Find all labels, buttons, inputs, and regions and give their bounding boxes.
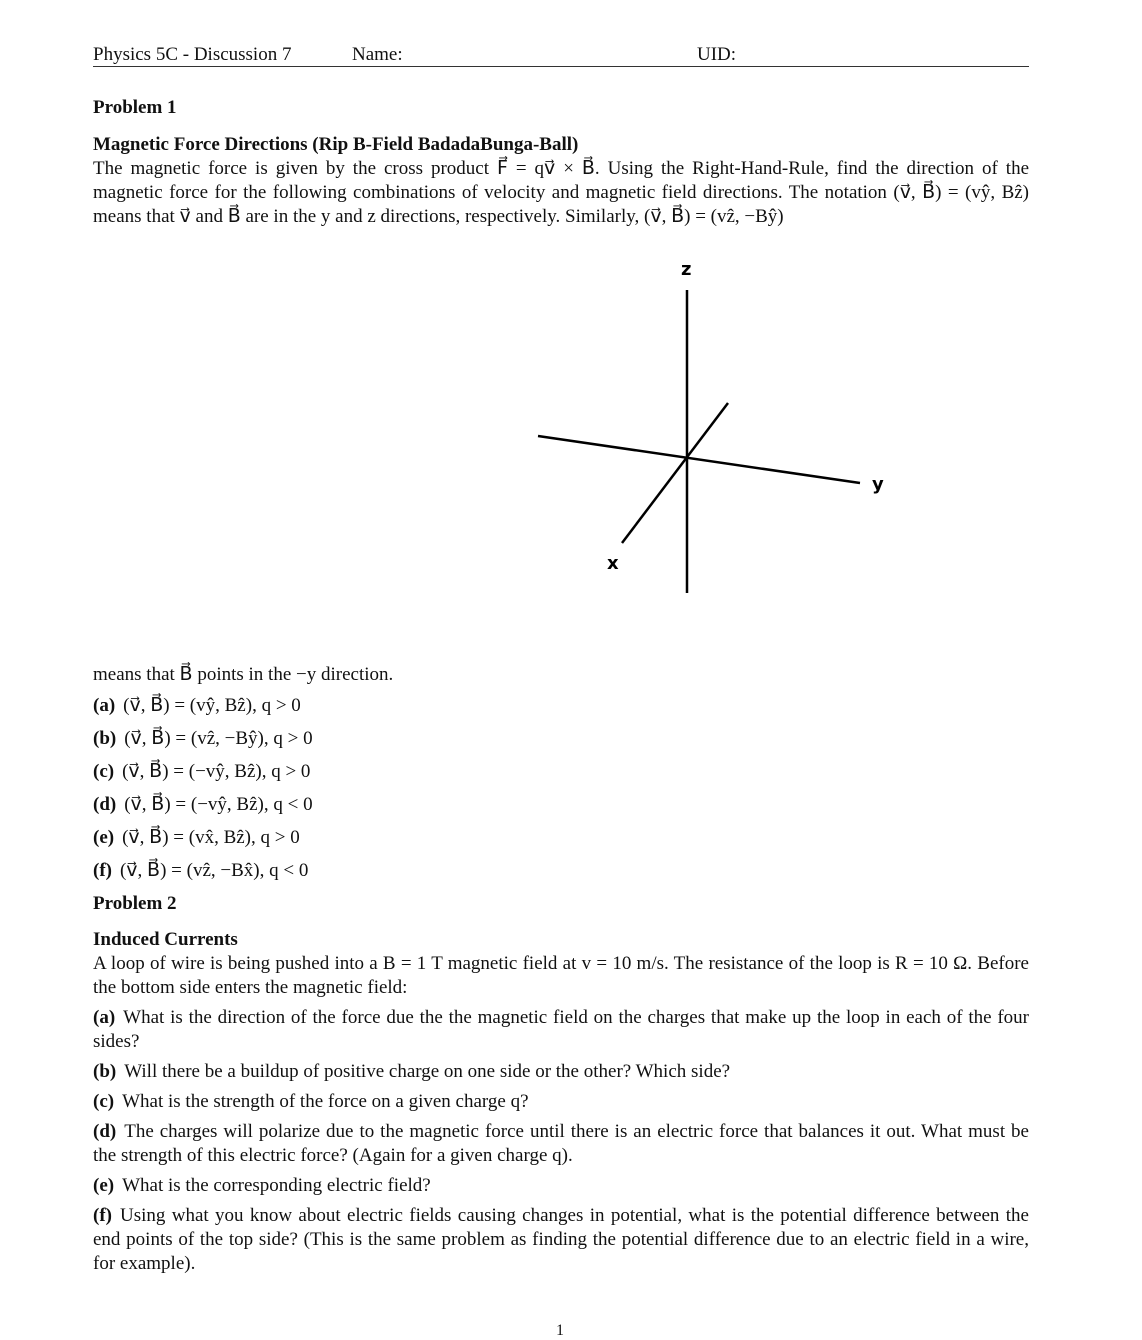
problem2-intro: A loop of wire is being pushed into a B = 1 T magnetic field at v = 10 m/s. The resistance of the loop is R = 10 Ω. Before the bottom side enters the magnetic field: [93, 953, 1029, 998]
list-item: (a) (v⃗, B⃗) = (vŷ, Bẑ), q > 0 [93, 695, 301, 716]
problem1-intro: The magnetic force is given by the cross product F⃗ = qv⃗ × B⃗. Using the Right-Hand-Rule, find the direction of the magnetic force for the following combinations of velocity and magnetic field directions. The notation (v⃗, B⃗) = (vŷ, Bẑ) means that v⃗ and B⃗ are in the y and z directions, respectively. Similarly, (v⃗, B⃗) = (vẑ, −Bŷ) [93, 158, 1029, 227]
axes-svg [530, 255, 890, 600]
list-item: (c) What is the strength of the force on a given charge q? [93, 1091, 529, 1112]
list-item: (b) (v⃗, B⃗) = (vẑ, −Bŷ), q > 0 [93, 728, 313, 749]
list-item: (f) Using what you know about electric fields causing changes in potential, what is the potential difference between the end points of the top side? (This is the same problem as finding the potential difference due to an electric field in a wire, for example). [93, 1205, 1029, 1274]
name-label: Name: [352, 44, 403, 65]
problem2-items [93, 1006, 1029, 1276]
y-axis-label: y [872, 474, 884, 495]
list-item: (a) What is the direction of the force due the the magnetic field on the charges that make up the loop in each of the four sides? [93, 1007, 1029, 1052]
uid-label: UID: [697, 44, 737, 65]
list-item: (c) (v⃗, B⃗) = (−vŷ, Bẑ), q > 0 [93, 761, 311, 782]
list-item: (d) The charges will polarize due to the magnetic force until there is an electric force that balances it out. What must be the strength of this electric force? (Again for a given charge q). [93, 1121, 1029, 1166]
problem2-title: Problem 2 [93, 893, 177, 914]
z-axis-label: z [681, 259, 692, 280]
axes-diagram [530, 255, 890, 600]
list-item: (f) (v⃗, B⃗) = (vẑ, −Bx̂), q < 0 [93, 860, 309, 881]
page-number: 1 [556, 1322, 564, 1339]
list-item: (e) (v⃗, B⃗) = (vx̂, Bẑ), q > 0 [93, 827, 300, 848]
list-item: (d) (v⃗, B⃗) = (−vŷ, Bẑ), q < 0 [93, 794, 313, 815]
course-title: Physics 5C - Discussion 7 [93, 44, 292, 65]
page-header [93, 44, 1029, 67]
x-axis-line [622, 403, 728, 543]
x-axis-label: x [607, 553, 619, 574]
problem1-intro-continued: means that B⃗ points in the −y direction. [93, 664, 394, 685]
problem1-subtitle: Magnetic Force Directions (Rip B-Field BadadaBunga-Ball) [93, 134, 579, 155]
list-item: (e) What is the corresponding electric field? [93, 1175, 431, 1196]
problem1-items [93, 694, 1029, 883]
problem1-title: Problem 1 [93, 97, 177, 118]
list-item: (b) Will there be a buildup of positive charge on one side or the other? Which side? [93, 1061, 731, 1082]
problem2-subtitle: Induced Currents [93, 929, 238, 950]
